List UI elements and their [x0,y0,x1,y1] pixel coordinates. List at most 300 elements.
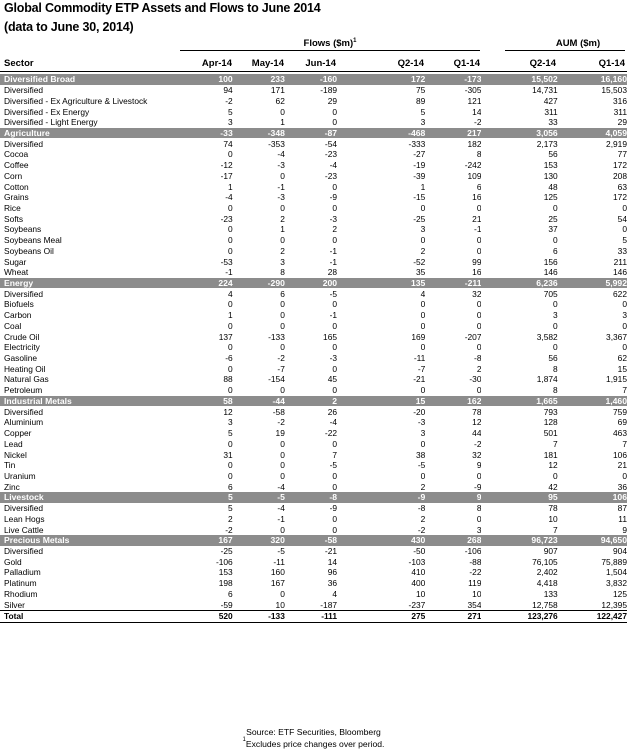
value-cell: 94 [223,85,233,96]
value-cell: -1 [277,513,285,524]
value-cell: 0 [553,235,558,246]
value-cell: -2 [417,524,426,535]
value-cell: 167 [270,578,285,589]
value-cell: 16 [472,267,482,278]
value-cell: 400 [411,578,426,589]
value-cell: -2 [474,438,482,449]
table-row [0,578,627,589]
value-cell: -133 [233,610,285,622]
value-cell: 0 [228,342,233,353]
table-row [0,428,627,439]
sector-name: Diversified [4,545,44,556]
sector-name: Carbon [4,310,32,321]
value-cell: -59 [220,599,233,610]
value-cell: 3 [420,117,426,128]
value-cell: -53 [220,256,233,267]
value-cell: 106 [558,492,627,503]
value-cell: 12 [548,460,558,471]
value-cell: 106 [613,449,627,460]
value-cell: -103 [408,556,426,567]
value-cell: 33 [617,245,627,256]
value-cell: 0 [420,470,426,481]
value-cell: 2 [228,513,233,524]
value-cell: 0 [280,320,285,331]
value-cell: 6 [476,181,482,192]
table-row [0,192,627,203]
value-cell: 1 [228,181,233,192]
value-cell: -22 [324,428,338,439]
value-cell: 198 [218,578,233,589]
value-cell: 5,992 [558,278,627,289]
sector-name: Lead [4,438,23,449]
value-cell: 48 [548,181,558,192]
table-row [0,267,627,278]
value-cell: -30 [469,374,482,385]
column-header: May-14 [251,58,284,69]
table-row [0,160,627,171]
value-cell: -5 [417,460,426,471]
value-cell: 2 [285,396,337,407]
value-cell: -2 [277,417,285,428]
value-cell: 759 [613,406,627,417]
report-subtitle: (data to June 30, 2014) [4,20,134,34]
value-cell: -52 [413,256,426,267]
value-cell: 10 [415,588,426,599]
value-cell: -106 [215,556,233,567]
sector-name: Heating Oil [4,363,46,374]
value-cell: 5 [228,428,233,439]
value-cell: 501 [543,428,558,439]
value-cell: 87 [617,503,627,514]
value-cell: 0 [228,470,233,481]
value-cell: 95 [481,492,557,503]
table-row [0,331,627,342]
sector-name: Diversified [4,85,44,96]
value-cell: 21 [617,460,627,471]
value-cell: 0 [420,438,426,449]
value-cell: 0 [280,460,285,471]
value-cell: 4 [228,288,233,299]
value-cell: -17 [220,170,233,181]
value-cell: 172 [613,160,627,171]
value-cell: 2 [332,224,338,235]
value-cell: 907 [543,545,558,556]
value-cell: 6 [280,288,285,299]
sector-name: Corn [4,170,23,181]
value-cell: -1 [225,267,233,278]
value-cell: 75 [415,85,426,96]
value-cell: 100 [181,74,233,85]
value-cell: -21 [324,545,338,556]
value-cell: 99 [472,256,482,267]
value-cell: 705 [543,288,558,299]
value-cell: 56 [548,149,558,160]
column-header: Jun-14 [305,58,336,69]
value-cell: 11 [618,513,627,524]
value-cell: -15 [413,192,426,203]
value-cell: 0 [420,385,426,396]
value-cell: -154 [268,374,285,385]
value-cell: 8 [553,363,558,374]
value-cell: 5 [228,106,233,117]
value-cell: 4 [332,588,338,599]
sector-name: Electricity [4,342,40,353]
value-cell: 7 [553,438,558,449]
sector-name: Uranium [4,470,36,481]
value-cell: 0 [622,320,627,331]
value-cell: 0 [332,235,338,246]
value-cell: 96,723 [481,535,557,546]
value-cell: 9 [425,492,481,503]
group-row [0,278,627,289]
value-cell: 0 [332,299,338,310]
value-cell: 0 [228,224,233,235]
value-cell: 0 [228,320,233,331]
sector-name: Tin [4,460,16,471]
sector-name: Diversified [4,406,44,417]
value-cell: 181 [543,449,558,460]
table-row [0,181,627,192]
value-cell: 29 [327,95,338,106]
value-cell: 62 [617,353,627,364]
value-cell: 622 [613,288,627,299]
sector-name: Total [0,610,181,622]
value-cell: 0 [553,299,558,310]
flows-rule [180,50,480,51]
value-cell: 0 [332,117,338,128]
value-cell: 0 [332,438,338,449]
table-row [0,138,627,149]
table-row [0,438,627,449]
value-cell: -4 [225,192,233,203]
value-cell: -20 [413,406,426,417]
sector-name: Diversified Broad [0,74,181,85]
value-cell: 0 [553,470,558,481]
sector-name: Gold [4,556,22,567]
value-cell: -11 [413,353,426,364]
value-cell: 133 [543,588,558,599]
value-cell: -5 [329,460,338,471]
value-cell: 0 [332,181,338,192]
value-cell: -58 [272,406,285,417]
value-cell: 2 [420,481,426,492]
value-cell: 2,402 [536,567,558,578]
value-cell: 135 [337,278,425,289]
value-cell: 3,367 [606,331,627,342]
value-cell: -25 [220,545,233,556]
value-cell: 0 [420,310,426,321]
value-cell: 427 [543,95,558,106]
table-row [0,567,627,578]
value-cell: 121 [467,95,482,106]
value-cell: 128 [543,417,558,428]
value-cell: 0 [420,342,426,353]
value-cell: 78 [548,503,558,514]
value-cell: 130 [543,170,558,181]
sector-name: Coffee [4,160,29,171]
value-cell: 0 [476,202,482,213]
value-cell: -8 [474,353,482,364]
value-cell: 8 [280,267,285,278]
value-cell: 6 [228,588,233,599]
flows-footnote-mark: 1 [353,38,357,44]
value-cell: 0 [476,320,482,331]
value-cell: 74 [223,138,233,149]
value-cell: 271 [425,610,481,622]
value-cell: 8 [476,149,482,160]
value-cell: 5 [420,106,426,117]
value-cell: 1,874 [536,374,558,385]
value-cell: 32 [472,449,482,460]
value-cell: 172 [337,74,425,85]
value-cell: 0 [228,149,233,160]
value-cell: 8 [476,503,482,514]
value-cell: 122,427 [558,610,627,622]
table-row [0,481,627,492]
value-cell: -58 [285,535,337,546]
sector-name: Platinum [4,578,37,589]
value-cell: 0 [280,588,285,599]
value-cell: 7 [622,438,627,449]
value-cell: -106 [464,545,482,556]
value-cell: 0 [476,385,482,396]
value-cell: 793 [543,406,558,417]
sector-name: Soybeans Meal [4,235,62,246]
value-cell: 28 [327,267,338,278]
value-cell: 31 [223,449,233,460]
etp-table [0,74,627,623]
aum-rule [505,50,625,51]
value-cell: -333 [408,138,426,149]
value-cell: 33 [548,117,558,128]
value-cell: -5 [277,545,285,556]
value-cell: 2,919 [606,138,627,149]
value-cell: 2 [420,245,426,256]
table-row [0,85,627,96]
table-row [0,235,627,246]
value-cell: -7 [417,363,426,374]
value-cell: -23 [324,170,338,181]
table-row [0,321,627,332]
group-row [0,492,627,503]
value-cell: -4 [277,481,285,492]
value-cell: 16,160 [558,74,627,85]
value-cell: 0 [280,385,285,396]
column-header: Q1-14 [453,58,480,69]
value-cell: 146 [613,267,627,278]
value-cell: -2 [474,117,482,128]
value-cell: -1 [474,224,482,235]
table-row [0,524,627,535]
sector-name: Diversified [4,288,44,299]
value-cell: -189 [320,85,338,96]
value-cell: 10 [548,513,558,524]
value-cell: 3,056 [481,128,557,139]
value-cell: 38 [415,449,426,460]
value-cell: 4,418 [536,578,558,589]
table-row [0,95,627,106]
sector-name: Energy [0,278,181,289]
value-cell: 0 [228,202,233,213]
table-row [0,460,627,471]
table-row [0,310,627,321]
value-cell: -27 [413,149,426,160]
value-cell: 15 [617,363,627,374]
value-cell: 3 [420,224,426,235]
value-cell: 16 [472,192,482,203]
sector-name: Sugar [4,256,27,267]
value-cell: 0 [280,342,285,353]
value-cell: -22 [469,567,482,578]
value-cell: 0 [476,299,482,310]
value-cell: 0 [332,342,338,353]
value-cell: 3 [476,524,482,535]
sector-name: Wheat [4,267,29,278]
value-cell: 119 [468,578,482,589]
value-cell: 182 [467,138,482,149]
value-cell: 35 [415,267,426,278]
value-cell: 2 [280,213,285,224]
value-cell: 1 [228,310,233,321]
value-cell: 169 [411,331,426,342]
value-cell: 12,395 [601,599,627,610]
value-cell: -1 [329,256,338,267]
value-cell: 0 [280,524,285,535]
value-cell: 9 [476,460,482,471]
value-cell: 0 [622,202,627,213]
sector-name: Natural Gas [4,374,49,385]
value-cell: 172 [613,192,627,203]
value-cell: 1,665 [481,396,557,407]
value-cell: -3 [329,213,338,224]
value-cell: 3,582 [536,331,558,342]
value-cell: 12 [472,417,482,428]
value-cell: 904 [613,545,627,556]
column-header: Apr-14 [201,58,232,69]
table-row [0,170,627,181]
value-cell: 0 [622,342,627,353]
table-row [0,417,627,428]
value-cell: 1,915 [606,374,627,385]
value-cell: 14,731 [532,85,558,96]
value-cell: -111 [285,610,337,622]
column-header: Q2-14 [397,58,424,69]
value-cell: 5 [181,492,233,503]
value-cell: 45 [327,374,338,385]
header-rule [0,71,627,72]
value-cell: 8 [553,385,558,396]
sector-name: Biofuels [4,299,34,310]
value-cell: 94,650 [558,535,627,546]
value-cell: 125 [613,588,627,599]
sector-name: Softs [4,213,24,224]
value-cell: -54 [324,138,338,149]
value-cell: 0 [476,245,482,256]
value-cell: 6 [228,481,233,492]
value-cell: -9 [329,503,338,514]
value-cell: -9 [474,481,482,492]
value-cell: 15,502 [481,74,557,85]
table-row [0,203,627,214]
value-cell: 7 [622,385,627,396]
value-cell: 0 [476,342,482,353]
sector-name: Cotton [4,181,29,192]
value-cell: 0 [476,235,482,246]
value-cell: 0 [228,299,233,310]
value-cell: -1 [329,310,338,321]
value-cell: 123,276 [481,610,557,622]
sector-name: Copper [4,428,32,439]
sector-name: Live Cattle [4,524,44,535]
value-cell: 208 [613,170,627,181]
value-cell: 0 [228,385,233,396]
table-row [0,513,627,524]
value-cell: 162 [425,396,481,407]
value-cell: -207 [464,331,482,342]
value-cell: 0 [332,385,338,396]
value-cell: 0 [228,245,233,256]
table-row [0,299,627,310]
sector-name: Lean Hogs [4,513,45,524]
value-cell: 0 [280,235,285,246]
value-cell: 165 [323,331,338,342]
value-cell: 10 [472,588,482,599]
value-cell: 1,460 [558,396,627,407]
value-cell: 275 [337,610,425,622]
value-cell: 233 [233,74,285,85]
value-cell: -11 [273,556,285,567]
sector-name: Petroleum [4,385,43,396]
value-cell: -5 [233,492,285,503]
value-cell: -237 [408,599,426,610]
value-cell: -5 [329,288,338,299]
value-cell: 7 [553,524,558,535]
value-cell: 5 [622,235,627,246]
value-cell: -3 [277,192,285,203]
value-cell: 69 [617,417,627,428]
value-cell: 0 [280,470,285,481]
value-cell: 520 [181,610,233,622]
value-cell: 3,832 [606,578,627,589]
value-cell: 160 [270,567,285,578]
value-cell: 3 [622,310,627,321]
value-cell: -242 [464,160,482,171]
value-cell: 2 [280,245,285,256]
value-cell: 211 [613,256,627,267]
value-cell: -88 [469,556,482,567]
value-cell: -9 [337,492,425,503]
value-cell: 15,503 [601,85,627,96]
sector-name: Silver [4,599,25,610]
value-cell: -50 [413,545,426,556]
value-cell: 12,758 [532,599,558,610]
value-cell: 0 [280,202,285,213]
value-cell: 0 [332,524,338,535]
value-cell: 200 [285,278,337,289]
value-cell: -211 [425,278,481,289]
value-cell: -187 [320,599,338,610]
table-row [0,256,627,267]
value-cell: 0 [476,310,482,321]
value-cell: 29 [617,117,627,128]
value-cell: 410 [411,567,426,578]
value-cell: 0 [332,363,338,374]
value-cell: 0 [476,513,482,524]
value-cell: -8 [417,503,426,514]
value-cell: 0 [228,363,233,374]
value-cell: 26 [327,406,338,417]
column-header: Q2-14 [529,58,556,69]
